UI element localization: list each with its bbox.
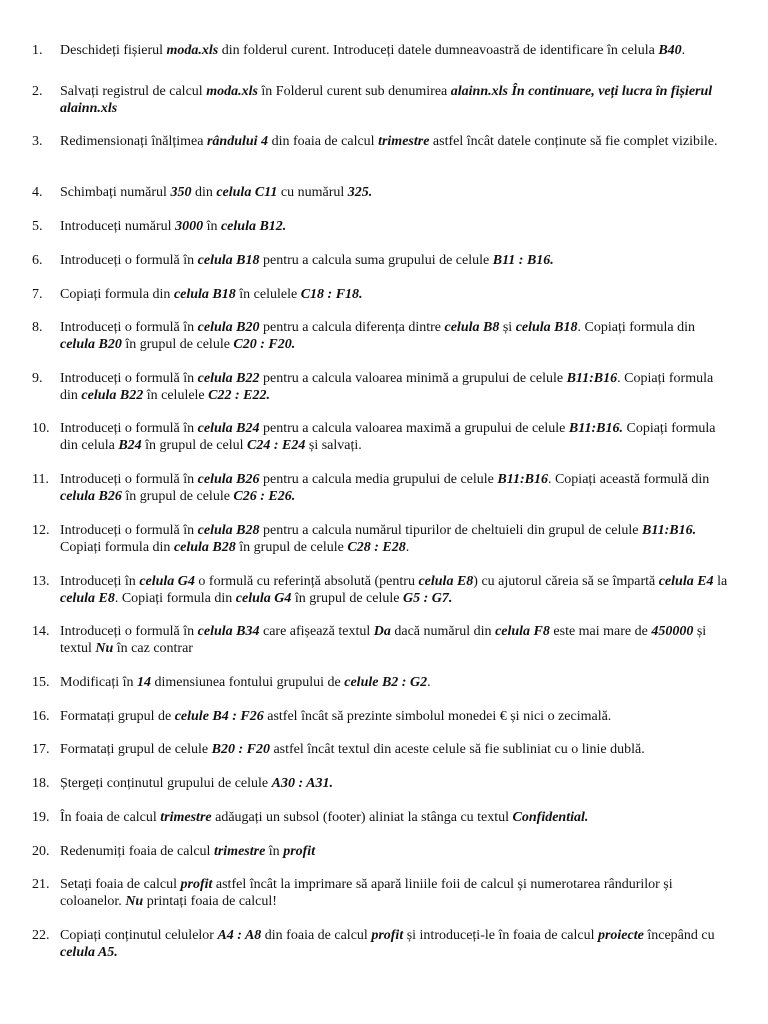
emphasis-text: B40 [658, 43, 682, 58]
text-run: din folderul curent. Introduceți datele dumneavoastră de identificare în celula [218, 43, 659, 58]
text-run: care afișează textul [259, 624, 374, 639]
emphasis-text: celula E8 [60, 591, 115, 606]
text-run: din foaia de calcul [268, 134, 379, 149]
text-run: Introduceți în [60, 574, 140, 589]
emphasis-text: celula E8 [418, 574, 474, 589]
text-run: astfel încât să prezinte simbolul monedei € și nici o zecimală. [263, 709, 612, 724]
item-number: 9. [32, 371, 43, 386]
emphasis-text: B24 [118, 438, 142, 453]
item-text [60, 471, 732, 505]
emphasis-text: B20 : F20 [211, 742, 270, 757]
list-item [32, 218, 732, 235]
emphasis-text: celula G4 [139, 574, 195, 589]
text-run: . [405, 540, 410, 555]
text-run: pentru a calcula suma grupului de celule [259, 253, 493, 268]
item-number: 5. [32, 219, 43, 234]
text-run: astfel încât textul din aceste celule să fie subliniat cu o linie dublă. [269, 742, 645, 757]
text-run: în grupul de celule [121, 337, 234, 352]
text-run: Deschideți fișierul [60, 43, 167, 58]
item-number: 19. [32, 810, 50, 825]
text-run: începând cu [643, 928, 715, 943]
item-text [60, 286, 732, 303]
text-run: Copiați conținutul celulelor [60, 928, 218, 943]
text-run: printați foaia de calcul! [143, 894, 277, 909]
emphasis-text: C18 : F18. [300, 287, 363, 302]
list-item [32, 809, 732, 826]
item-text [60, 83, 732, 117]
emphasis-text: celula B26 [60, 489, 122, 504]
item-number: 7. [32, 287, 43, 302]
text-run: în caz contrar [113, 641, 193, 656]
item-text [60, 319, 732, 353]
emphasis-text: celula C11 [216, 185, 278, 200]
emphasis-text: Confidential. [512, 810, 589, 825]
item-text [60, 809, 732, 826]
text-run: la [713, 574, 728, 589]
text-run: Modificați în [60, 675, 137, 690]
emphasis-text: celula F8 [495, 624, 550, 639]
emphasis-text: celula B18 [197, 253, 260, 268]
text-run: dacă numărul din [390, 624, 496, 639]
item-text [60, 741, 732, 758]
list-item [32, 471, 732, 505]
text-run: Copiați formula din celula [60, 421, 716, 453]
text-run: și textul [60, 624, 707, 656]
emphasis-text: celula B8 [444, 320, 500, 335]
list-item [32, 319, 732, 353]
item-text [60, 522, 732, 556]
text-run: Formatați grupul de [60, 709, 175, 724]
text-run: pentru a calcula valoarea maximă a grupului de celule [259, 421, 569, 436]
emphasis-text: celula B26 [197, 472, 260, 487]
item-text [60, 775, 732, 792]
item-number: 16. [32, 709, 50, 724]
emphasis-text: profit [371, 928, 404, 943]
text-run: Introduceți numărul [60, 219, 176, 234]
text-run: Setați foaia de calcul [60, 877, 181, 892]
text-run: . [681, 43, 686, 58]
item-text [60, 573, 732, 607]
emphasis-text: Nu [95, 641, 114, 656]
emphasis-text: celula B28 [173, 540, 236, 555]
emphasis-text: celula B24 [197, 421, 260, 436]
emphasis-text: G5 : G7. [402, 591, 453, 606]
list-item [32, 252, 732, 269]
emphasis-text: B11:B16 [497, 472, 548, 487]
text-run: astfel încât datele conținute să fie complet vizibile. [429, 134, 718, 149]
list-item [32, 573, 732, 607]
item-number: 12. [32, 523, 50, 538]
emphasis-text: celule B2 : G2 [344, 675, 428, 690]
list-item [32, 708, 732, 725]
text-run: . [427, 675, 431, 690]
item-text [60, 370, 732, 404]
text-run: în Folderul curent sub denumirea [257, 84, 451, 99]
emphasis-text: 350 [170, 185, 192, 200]
text-run: în celulele [143, 388, 209, 403]
list-item [32, 83, 732, 117]
emphasis-text: trimestre [378, 134, 430, 149]
text-run: . Copiați formula din [60, 371, 714, 403]
text-run: . Copiați formula din [114, 591, 236, 606]
text-run: pentru a calcula numărul tipurilor de cheltuieli din grupul de celule [259, 523, 643, 538]
text-run: Copiați formula din [60, 287, 174, 302]
text-run: din [191, 185, 217, 200]
item-text [60, 252, 732, 269]
item-text [60, 843, 732, 860]
emphasis-text: celula B20 [60, 337, 122, 352]
text-run: o formulă cu referință absolută (pentru [194, 574, 419, 589]
item-text [60, 42, 732, 59]
emphasis-text: 14 [137, 675, 151, 690]
item-text [60, 876, 732, 910]
text-run: pentru a calcula diferența dintre [259, 320, 445, 335]
text-run: și introduceți-le în foaia de calcul [403, 928, 598, 943]
emphasis-text: rândului 4 [206, 134, 269, 149]
text-run: și [499, 320, 516, 335]
emphasis-text: 3000 [175, 219, 204, 234]
list-item [32, 876, 732, 910]
item-number: 10. [32, 421, 50, 436]
text-run: Copiați formula din [60, 540, 174, 555]
item-number: 14. [32, 624, 50, 639]
emphasis-text: celula A5. [60, 945, 118, 960]
item-number: 4. [32, 185, 43, 200]
list-item [32, 420, 732, 454]
list-item [32, 623, 732, 657]
emphasis-text: celula E4 [658, 574, 714, 589]
item-text [60, 184, 732, 201]
text-run: Salvați registrul de calcul [60, 84, 207, 99]
text-run: în celulele [235, 287, 301, 302]
item-number: 2. [32, 84, 43, 99]
emphasis-text: celula B18 [515, 320, 578, 335]
text-run: . Copiați formula din [577, 320, 695, 335]
item-text [60, 133, 732, 150]
emphasis-text: trimestre [213, 844, 266, 859]
emphasis-text: profit [180, 877, 213, 892]
emphasis-text: moda.xls [206, 84, 258, 99]
item-text [60, 420, 732, 454]
item-number: 8. [32, 320, 43, 335]
emphasis-text: celula B34 [197, 624, 260, 639]
text-run: pentru a calcula media grupului de celule [259, 472, 498, 487]
text-run: adăugați un subsol (footer) aliniat la stânga cu textul [211, 810, 513, 825]
text-run: Introduceți o formulă în [60, 320, 198, 335]
list-item [32, 775, 732, 792]
emphasis-text: Da [373, 624, 391, 639]
text-run: în grupul de celule [121, 489, 234, 504]
item-number: 18. [32, 776, 50, 791]
text-run: este mai mare de [549, 624, 652, 639]
list-item [32, 42, 732, 59]
item-text [60, 674, 732, 691]
text-run: și salvați. [305, 438, 362, 453]
emphasis-text: B11:B16. [642, 523, 697, 538]
text-run: Formatați grupul de celule [60, 742, 212, 757]
emphasis-text: moda.xls [166, 43, 219, 58]
text-run: cu numărul [277, 185, 348, 200]
emphasis-text: B11 : B16. [492, 253, 554, 268]
emphasis-text: celula B12. [220, 219, 287, 234]
emphasis-text: alainn.xls În continuare, veți lucra în fișierul alainn.xls [60, 84, 713, 116]
list-item [32, 184, 732, 201]
text-run: Introduceți o formulă în [60, 624, 198, 639]
text-run: în grupul de celule [291, 591, 403, 606]
emphasis-text: B11:B16. [568, 421, 623, 436]
emphasis-text: Nu [125, 894, 144, 909]
item-number: 11. [32, 472, 49, 487]
text-run: Redenumiți foaia de calcul [60, 844, 214, 859]
emphasis-text: C24 : E24 [247, 438, 306, 453]
emphasis-text: C26 : E26. [233, 489, 296, 504]
text-run: . Copiați această formulă din [547, 472, 710, 487]
emphasis-text: 325. [347, 185, 373, 200]
text-run: în [265, 844, 284, 859]
item-text [60, 218, 732, 235]
item-number: 1. [32, 43, 43, 58]
emphasis-text: trimestre [160, 810, 212, 825]
item-number: 20. [32, 844, 50, 859]
text-run: dimensiunea fontului grupului de [151, 675, 345, 690]
emphasis-text: A4 : A8 [217, 928, 262, 943]
emphasis-text: celula B28 [197, 523, 260, 538]
text-run: în [203, 219, 221, 234]
text-run: Introduceți o formulă în [60, 421, 198, 436]
list-item [32, 927, 732, 961]
item-number: 22. [32, 928, 50, 943]
item-text [60, 927, 732, 961]
emphasis-text: celula B18 [173, 287, 236, 302]
emphasis-text: B11:B16 [566, 371, 618, 386]
text-run: în grupul de celul [141, 438, 248, 453]
item-number: 17. [32, 742, 50, 757]
emphasis-text: C22 : E22. [208, 388, 270, 403]
text-run: În foaia de calcul [60, 810, 161, 825]
text-run: Introduceți o formulă în [60, 523, 198, 538]
list-item [32, 843, 732, 860]
text-run: Introduceți o formulă în [60, 371, 198, 386]
emphasis-text: proiecte [597, 928, 644, 943]
item-number: 21. [32, 877, 50, 892]
item-text [60, 708, 732, 725]
list-item [32, 674, 732, 691]
list-item [32, 286, 732, 303]
list-item [32, 522, 732, 556]
text-run: Introduceți o formulă în [60, 472, 198, 487]
item-text [60, 623, 732, 657]
item-number: 6. [32, 253, 43, 268]
text-run: Redimensionați înălțimea [60, 134, 207, 149]
list-item [32, 370, 732, 404]
text-run: Ștergeți conținutul grupului de celule [60, 776, 272, 791]
text-run: astfel încât la imprimare să apară liniile foii de calcul și numerotarea rândurilor și coloanelor. [60, 877, 673, 909]
list-item [32, 741, 732, 758]
emphasis-text: C20 : F20. [233, 337, 296, 352]
emphasis-text: celula B20 [197, 320, 260, 335]
text-run: ) cu ajutorul căreia să se împartă [473, 574, 659, 589]
item-number: 15. [32, 675, 50, 690]
emphasis-text: celule B4 : F26 [174, 709, 264, 724]
emphasis-text: celula B22 [81, 388, 144, 403]
text-run: Introduceți o formulă în [60, 253, 198, 268]
text-run: pentru a calcula valoarea minimă a grupului de celule [259, 371, 567, 386]
emphasis-text: C28 : E28 [347, 540, 406, 555]
emphasis-text: celula B22 [197, 371, 260, 386]
text-run: din foaia de calcul [261, 928, 372, 943]
emphasis-text: 450000 [651, 624, 694, 639]
emphasis-text: celula G4 [235, 591, 292, 606]
item-number: 3. [32, 134, 43, 149]
item-number: 13. [32, 574, 50, 589]
emphasis-text: profit [283, 844, 316, 859]
text-run: Schimbați numărul [60, 185, 171, 200]
emphasis-text: A30 : A31. [271, 776, 333, 791]
list-item [32, 133, 732, 150]
text-run: în grupul de celule [235, 540, 348, 555]
